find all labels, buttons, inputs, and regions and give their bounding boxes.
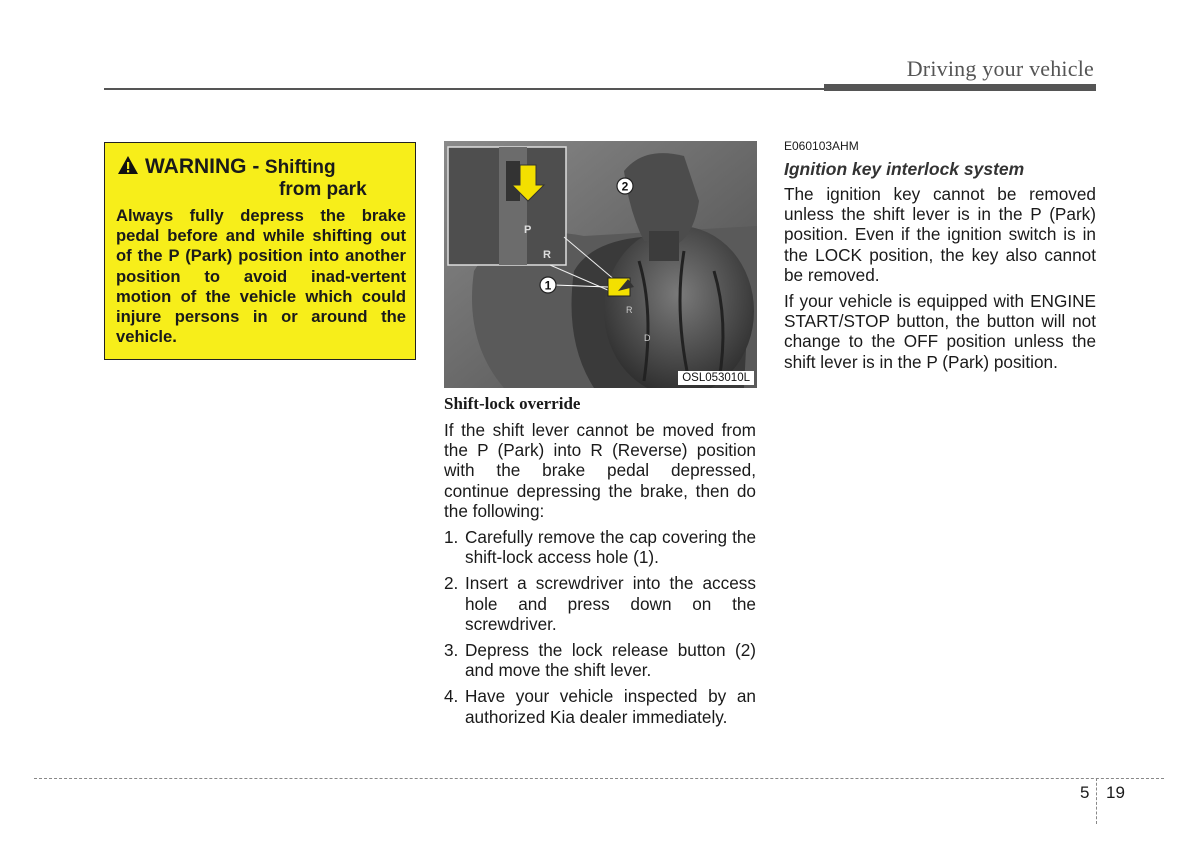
- chapter-number: 5: [1080, 783, 1090, 802]
- warning-triangle-icon: [117, 155, 139, 175]
- gate-letter-r: R: [626, 305, 633, 315]
- list-number: 3.: [444, 640, 459, 661]
- list-number: 4.: [444, 686, 459, 707]
- page-header-title: Driving your vehicle: [906, 56, 1094, 81]
- callout-2: 2: [621, 179, 629, 194]
- page-number: 19: [1106, 783, 1125, 802]
- shift-lever-figure: [444, 141, 757, 388]
- ignition-paragraph-2: If your vehicle is equipped with ENGINE START/STOP button, the button will not change to the OFF position unless the shift lever is in the P (Park) position.: [784, 291, 1096, 372]
- gear-letter-r: R: [543, 249, 551, 261]
- page-number-divider: [1096, 778, 1097, 824]
- section-code: E060103AHM: [784, 139, 859, 153]
- list-number: 2.: [444, 573, 459, 594]
- list-item: [444, 527, 756, 567]
- ignition-body: [784, 184, 1096, 378]
- warning-heading: [117, 155, 336, 179]
- shift-lever-photo: [444, 141, 757, 388]
- header-divider-accent: [824, 84, 1096, 91]
- header-divider: [104, 88, 824, 90]
- list-item: [444, 640, 756, 680]
- gate-letter-d: D: [644, 333, 651, 343]
- list-text: Depress the lock release button (2) and move the shift lever.: [465, 640, 756, 681]
- warning-title-line2: from park: [279, 179, 367, 200]
- list-item: [444, 686, 756, 726]
- list-text: Have your vehicle inspected by an authorized Kia dealer immediately.: [465, 686, 756, 727]
- warning-title-line1: Shifting: [264, 157, 336, 178]
- warning-box: [104, 142, 416, 360]
- shift-lock-intro: If the shift lever cannot be moved from the P (Park) into R (Reverse) position with the brake pedal depressed, continue depressing the brake, then do the following:: [444, 420, 756, 521]
- shift-lock-title: Shift-lock override: [444, 394, 581, 413]
- figure-code: OSL053010L: [678, 371, 754, 385]
- shift-lock-body: [444, 420, 756, 733]
- ignition-paragraph-1: The ignition key cannot be removed unless the shift lever is in the P (Park) position. Even if the ignition switch is in the LOCK position, the key also cannot be removed.: [784, 184, 1096, 285]
- list-item: [444, 573, 756, 634]
- warning-body-text: Always fully depress the brake pedal before and while shifting out of the P (Park) position into another position to avoid inad-vertent motion of the vehicle which could injure persons in or around the vehicle.: [116, 206, 406, 347]
- list-text: Insert a screwdriver into the access hole and press down on the screwdriver.: [465, 573, 756, 634]
- ignition-title: Ignition key interlock system: [784, 159, 1025, 179]
- list-number: 1.: [444, 527, 459, 548]
- footer-divider: [34, 778, 1164, 779]
- gear-letter-p: P: [524, 224, 532, 236]
- list-text: Carefully remove the cap covering the shift-lock access hole (1).: [465, 527, 756, 568]
- callout-1: 1: [544, 278, 552, 293]
- warning-label: WARNING -: [145, 155, 260, 178]
